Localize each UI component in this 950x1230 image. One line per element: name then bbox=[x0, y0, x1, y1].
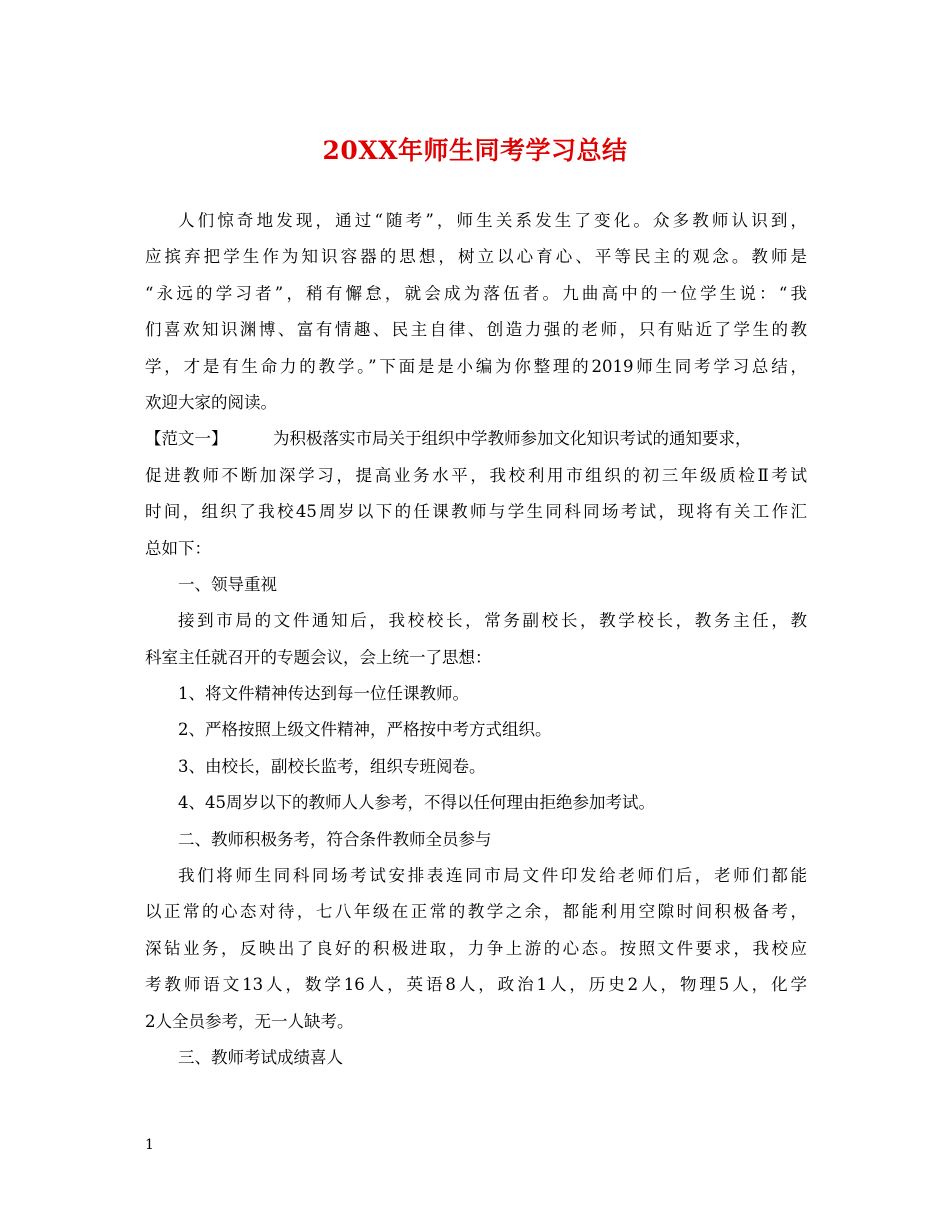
list-item: 4、45周岁以下的教师人人参考，不得以任何理由拒绝参加考试。 bbox=[178, 793, 655, 813]
list-item: 1、将文件精神传达到每一位任课教师。 bbox=[178, 684, 469, 704]
document-body bbox=[145, 203, 807, 1076]
list-item: 3、由校长，副校长监考，组织专班阅卷。 bbox=[178, 756, 486, 776]
section-paragraph-line: 2人全员参考，无一人缺考。 bbox=[145, 1011, 354, 1031]
section-heading: 二、教师积极务考，符合条件教师全员参与 bbox=[178, 829, 492, 849]
section-paragraph-line: 考教师语文13人，数学16人，英语8人，政治1人，历史2人，物理5人，化学 bbox=[145, 975, 807, 995]
page-number: 1 bbox=[145, 1137, 154, 1153]
intro-line: “永远的学习者”，稍有懈怠，就会成为落伍者。九曲高中的一位学生说：“我 bbox=[145, 283, 807, 303]
section-paragraph-line: 深钻业务，反映出了良好的积极进取，力争上游的心态。按照文件要求，我校应 bbox=[145, 938, 807, 958]
section-heading: 三、教师考试成绩喜人 bbox=[178, 1047, 343, 1067]
section-paragraph-line: 我们将师生同科同场考试安排表连同市局文件印发给老师们后，老师们都能 bbox=[178, 866, 807, 886]
sample-line: 总如下： bbox=[145, 538, 211, 558]
section-paragraph-line: 接到市局的文件通知后，我校校长，常务副校长，教学校长，教务主任，教 bbox=[178, 611, 807, 631]
section-paragraph-line: 以正常的心态对待，七八年级在正常的教学之余，都能利用空隙时间积极备考， bbox=[145, 902, 807, 922]
intro-line: 应摈弃把学生作为知识容器的思想，树立以心育心、平等民主的观念。教师是 bbox=[145, 247, 807, 267]
sample-label: 【范文一】 bbox=[145, 429, 228, 449]
sample-line: 时间，组织了我校45周岁以下的任课教师与学生同科同场考试，现将有关工作汇 bbox=[145, 502, 807, 522]
section-heading: 一、领导重视 bbox=[178, 574, 277, 594]
intro-line: 们喜欢知识渊博、富有情趣、民主自律、创造力强的老师，只有贴近了学生的教 bbox=[145, 320, 807, 340]
intro-line: 学，才是有生命力的教学。”下面是是小编为你整理的2019师生同考学习总结， bbox=[145, 356, 807, 376]
sample-line: 促进教师不断加深学习，提高业务水平，我校利用市组织的初三年级质检Ⅱ考试 bbox=[145, 465, 807, 485]
intro-line: 人们惊奇地发现，通过“随考”，师生关系发生了变化。众多教师认识到， bbox=[178, 211, 807, 230]
list-item: 2、严格按照上级文件精神，严格按中考方式组织。 bbox=[178, 720, 552, 740]
sample-first-line bbox=[145, 421, 807, 457]
sample-first-text: 为积极落实市局关于组织中学教师参加文化知识考试的通知要求， bbox=[273, 429, 752, 449]
document-title: 20XX年师生同考学习总结 bbox=[322, 136, 628, 165]
intro-line: 欢迎大家的阅读。 bbox=[145, 392, 277, 412]
section-paragraph-line: 科室主任就召开的专题会议，会上统一了思想： bbox=[145, 647, 492, 667]
